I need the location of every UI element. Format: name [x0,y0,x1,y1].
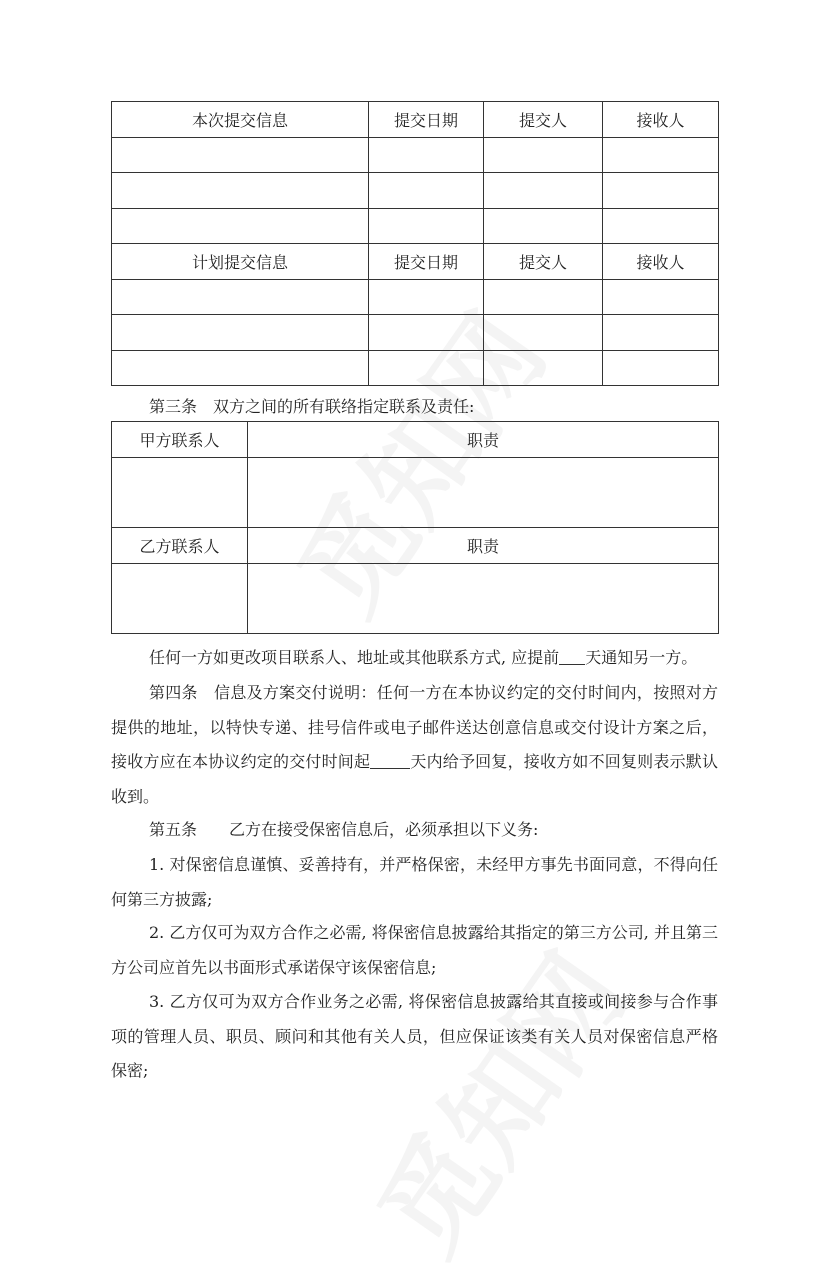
table-row [112,137,719,173]
table-row [112,315,719,351]
table-row [112,208,719,244]
obligation-item: 1. 对保密信息谨慎、妥善持有，并严格保密，未经甲方事先书面同意，不得向任何第三方披露; [111,855,718,909]
contact-table [111,421,719,634]
table-row [112,279,719,315]
duty-label: 职责 [248,528,719,564]
blank-field [370,750,410,769]
obligation-item: 3. 乙方仅可为双方合作业务之必需, 将保密信息披露给其直接或间接参与合作事项的管理人员、职员、顾问和其他有关人员，但应保证该类有关人员对保密信息严格保密; [111,992,718,1081]
header-cell: 提交日期 [369,244,484,280]
table-row [112,350,719,386]
duty-label: 职责 [248,422,719,458]
obligation-item: 2. 乙方仅可为双方合作之必需, 将保密信息披露给其指定的第三方公司, 并且第三方公司应首先以书面形式承诺保守该保密信息; [111,923,718,977]
table-row [112,173,719,209]
table-row [112,458,719,528]
submission-table [111,101,719,386]
contact-change-paragraph: 任何一方如更改项目联系人、地址或其他联系方式, 应提前 天通知另一方。 [149,648,698,667]
header-cell: 接收人 [603,244,719,280]
table-row [112,564,719,634]
article-5: 第五条 乙方在接受保密信息后，必须承担以下义务: [149,820,539,839]
header-cell: 提交日期 [369,102,484,138]
article-3: 第三条 双方之间的所有联络指定联系及责任: [149,397,475,416]
table-header-row [112,244,719,280]
party-b-contact-label: 乙方联系人 [112,528,248,564]
header-cell: 提交人 [484,244,603,280]
header-cell: 计划提交信息 [112,244,369,280]
party-a-contact-label: 甲方联系人 [112,422,248,458]
blank-field [559,646,585,665]
article-4: 第四条 信息及方案交付说明：任何一方在本协议约定的交付时间内，按照对方提供的地址，以特快专递、挂号信件或电子邮件送达创意信息或交付设计方案之后，接收方应在本协议约定的交付时间起 天内给予回复，接收方如不回复则表示默认收到。 [111,683,718,806]
header-cell: 提交人 [484,102,603,138]
table-header-row [112,422,719,458]
table-header-row [112,102,719,138]
header-cell: 本次提交信息 [112,102,369,138]
table-header-row [112,528,719,564]
header-cell: 接收人 [603,102,719,138]
